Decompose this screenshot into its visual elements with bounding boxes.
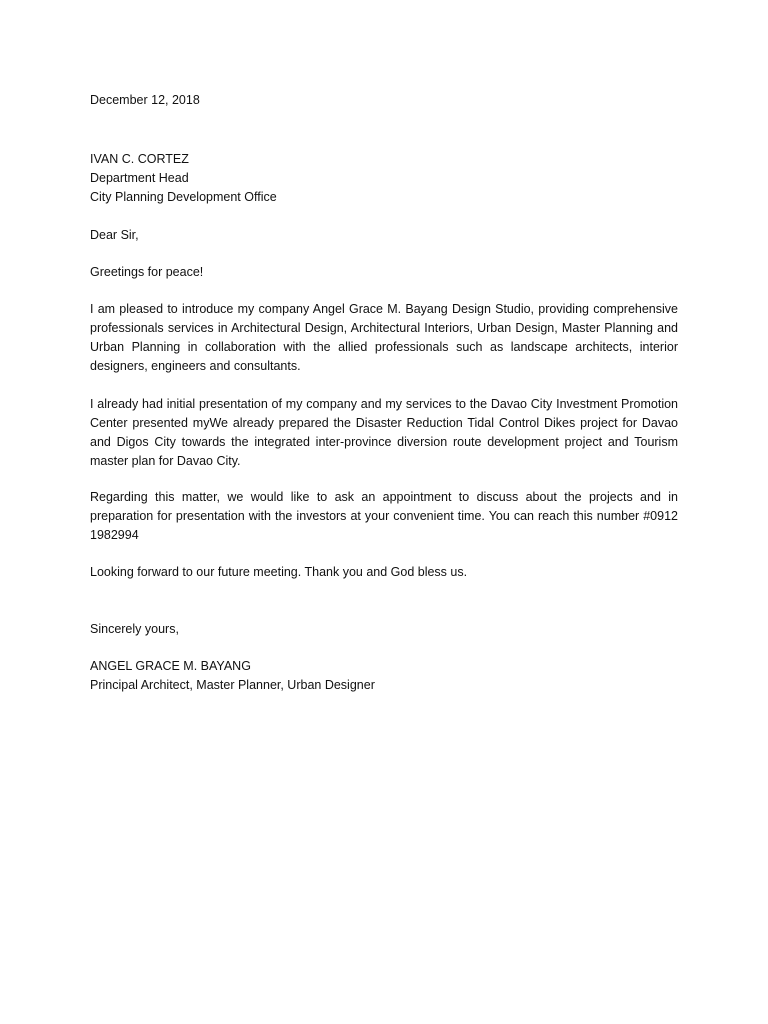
salutation-text: Dear Sir,: [90, 228, 139, 242]
closing: [90, 620, 678, 639]
body-paragraph-introduction: I am pleased to introduce my company Angel Grace M. Bayang Design Studio, providing comprehensive professionals services in Architectural Design, Architectural Interiors, Urban Design, Master Planning and Urban Planning in collaboration with the allied professionals such as landscape architects, interior designers, engineers and consultants.: [90, 302, 678, 373]
salutation: [90, 226, 678, 245]
closing-text: Sincerely yours,: [90, 622, 179, 636]
recipient-office: City Planning Development Office: [90, 190, 277, 204]
body-paragraph-appointment: Regarding this matter, we would like to ask an appointment to discuss about the projects and in preparation for presentation with the investors at your convenient time. You can reach this number #0912 1982994: [90, 490, 678, 542]
recipient-name: IVAN C. CORTEZ: [90, 152, 189, 166]
body-paragraph-closing-remarks: Looking forward to our future meeting. Thank you and God bless us.: [90, 565, 468, 579]
signature-block: [90, 657, 678, 695]
signature-name: ANGEL GRACE M. BAYANG: [90, 659, 251, 673]
body-paragraph-presentation: I already had initial presentation of my company and my services to the Davao City Investment Promotion Center presented myWe already prepared the Disaster Reduction Tidal Control Dikes project for Davao and Digos City towards the integrated inter-province diversion route development project and Tourism master plan for Davao City.: [90, 397, 678, 468]
letter-date: [90, 91, 678, 110]
greeting-text: Greetings for peace!: [90, 265, 204, 279]
signature-title: Principal Architect, Master Planner, Urban Designer: [90, 678, 375, 692]
date-text: December 12, 2018: [90, 93, 200, 107]
recipient-position: Department Head: [90, 171, 189, 185]
greeting: [90, 263, 678, 282]
recipient-block: [90, 150, 678, 207]
